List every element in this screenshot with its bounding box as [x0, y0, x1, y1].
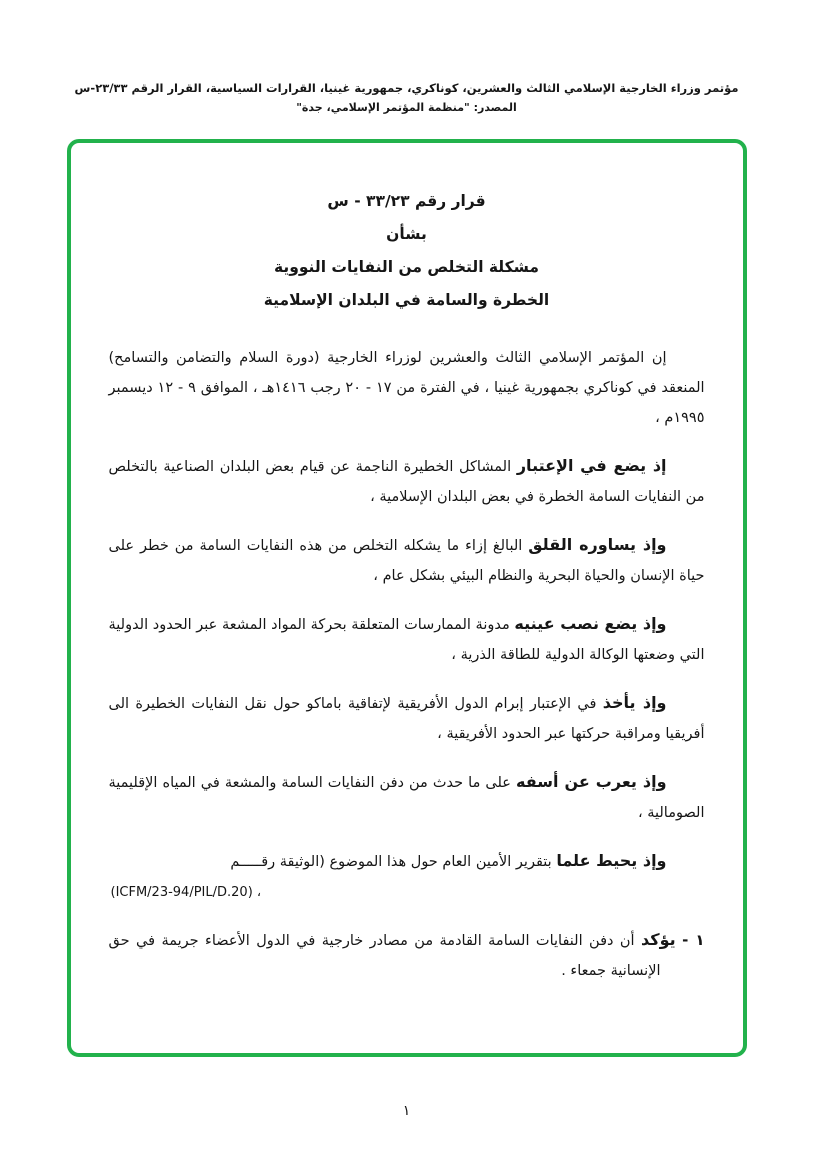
resolution-title-block [109, 185, 705, 317]
clause-text: البالغ إزاء ما يشكله التخلص من هذه النفايات السامة من خطر على حياة الإنسان والحياة البحرية والنظام البيئي بشكل عام ، [108, 538, 705, 584]
document-reference: (ICFM/23-94/PIL/D.20) ، [110, 885, 262, 900]
operative-item [109, 925, 705, 986]
resolution-subtitle: بشأن [386, 225, 427, 243]
resolution-number: قرار رقم ٣٣/٢٣ - س [327, 192, 486, 210]
clause-paragraph [109, 767, 705, 828]
clause-lead: وإذ يأخذ [602, 693, 667, 712]
resolution-subject-line1: مشكلة التخلص من النفايات النووية [273, 258, 540, 276]
resolution-subject-line2: الخطرة والسامة في البلدان الإسلامية [263, 291, 550, 309]
clause-lead: وإذ يحيط علما [556, 851, 667, 870]
clause-lead: إذ يضع في الإعتبار [516, 456, 667, 475]
clause-text: المشاكل الخطيرة الناجمة عن قيام بعض البلدان الصناعية بالتخلص من النفايات السامة الخطرة في بعض البلدان الإسلامية ، [108, 459, 705, 505]
header-source: المصدر: "منظمة المؤتمر الإسلامي، جدة" [296, 101, 517, 114]
clause-paragraph [109, 451, 705, 512]
document-header [0, 0, 813, 114]
clause-paragraph [109, 530, 705, 591]
clause-text: مدونة الممارسات المتعلقة بحركة المواد المشعة عبر الحدود الدولية التي وضعتها الوكالة الدولية للطاقة الذرية ، [108, 617, 705, 663]
clause-paragraph [109, 609, 705, 670]
clause-text: على ما حدث من دفن النفايات السامة والمشعة في المياه الإقليمية الصومالية ، [108, 775, 705, 821]
item-text: أن دفن النفايات السامة القادمة من مصادر خارجية في الدول الأعضاء جريمة في حق الإنسانية جمعاء . [108, 933, 661, 979]
clause-lead: وإذ يضع نصب عينيه [514, 614, 667, 633]
page-number: ١ [402, 1103, 411, 1119]
header-citation: مؤتمر وزراء الخارجية الإسلامي الثالث والعشرين، كوناكري، جمهورية غينيا، القرارات السياسية، القرار الرقم ٢٣/٣٣-س [74, 81, 739, 95]
clause-lead: وإذ يساوره القلق [528, 535, 667, 554]
clause-text: بتقرير الأمين العام حول هذا الموضوع (الوثيقة رقـــــم [230, 854, 552, 870]
item-number: ١ - [682, 931, 705, 949]
item-lead: يؤكد [641, 930, 676, 949]
preamble-paragraph: إن المؤتمر الإسلامي الثالث والعشرين لوزراء الخارجية (دورة السلام والتضامن والتسامح) المنعقد في كوناكري بجمهورية غينيا ، في الفترة من ١٧ - ٢٠ رجب ١٤١٦هـ ، الموافق ٩ - ١٢ ديسمبر ١٩٩٥م ، [108, 350, 705, 426]
clause-paragraph [109, 846, 705, 877]
clause-text: في الإعتبار إبرام الدول الأفريقية لإتفاقية باماكو حول نقل النفايات الخطيرة الى أفريقيا ومراقبة حركتها عبر الحدود الأفريقية ، [108, 696, 705, 742]
clause-lead: وإذ يعرب عن أسفه [516, 772, 667, 791]
clause-paragraph [109, 688, 705, 749]
green-border-frame [67, 139, 747, 1057]
